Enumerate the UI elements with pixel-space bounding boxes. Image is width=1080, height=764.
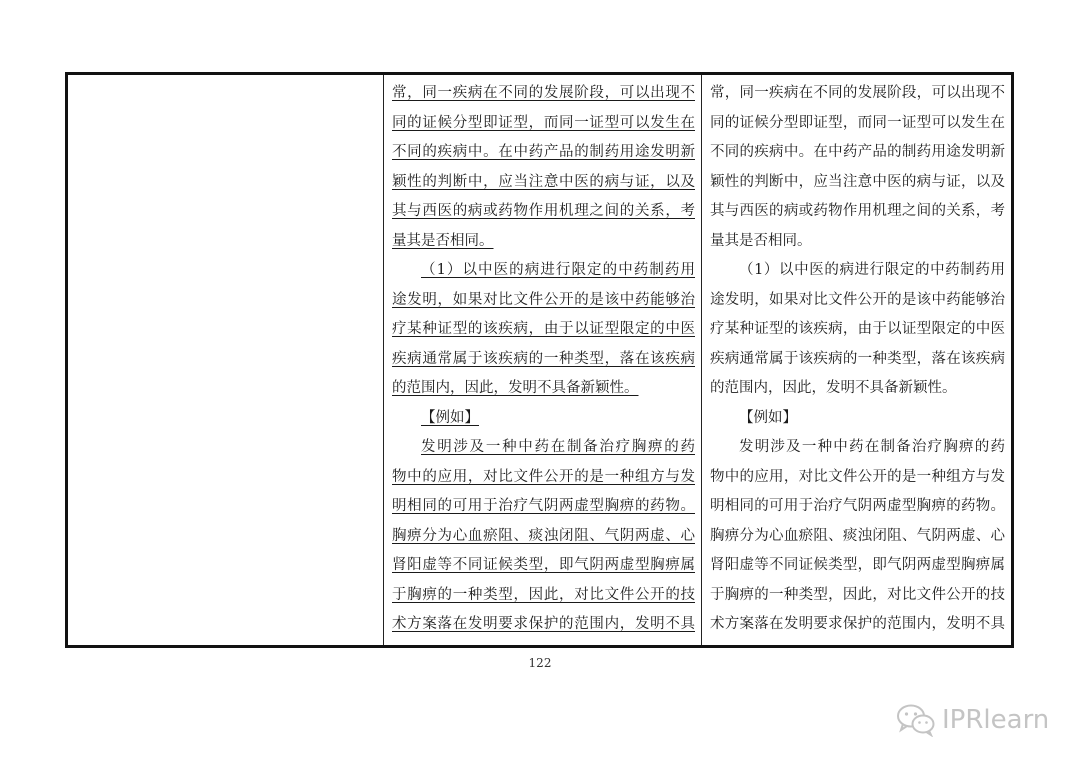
text-line xyxy=(710,345,1005,375)
text-line-content: 量其是否相同。 xyxy=(392,232,494,249)
text-line xyxy=(710,463,1005,493)
text-line-content: 物中的应用，对比文件公开的是一种组方与发 xyxy=(392,468,695,485)
text-line xyxy=(392,581,695,611)
text-line xyxy=(392,551,695,581)
text-line xyxy=(710,315,1005,345)
text-line xyxy=(710,197,1005,227)
text-line-content: 明相同的可用于治疗气阴两虚型胸痹的药物。 xyxy=(392,498,695,514)
text-line xyxy=(392,404,695,434)
text-line-content: 于胸痹的一种类型，因此，对比文件公开的技 xyxy=(392,586,695,603)
text-line-content: 颖性的判断中，应当注意中医的病与证，以及 xyxy=(710,173,1005,190)
watermark xyxy=(896,700,1049,740)
text-line xyxy=(710,492,1005,522)
text-line-content: 疗某种证型的该疾病，由于以证型限定的中医 xyxy=(392,321,695,337)
text-line-content: 胸痹分为心血瘀阻、痰浊闭阻、气阴两虚、心 xyxy=(392,527,695,544)
text-line xyxy=(710,581,1005,611)
text-line-content: 常，同一疾病在不同的发展阶段，可以出现不 xyxy=(710,85,1005,101)
text-line xyxy=(710,374,1005,404)
text-line xyxy=(392,109,695,139)
text-line-content: 【例如】 xyxy=(421,409,479,426)
text-line-content: 术方案落在发明要求保护的范围内，发明不具 xyxy=(710,616,1005,632)
text-line xyxy=(710,433,1005,463)
text-line-content: 同的证候分型即证型，而同一证型可以发生在 xyxy=(710,114,1005,131)
text-line xyxy=(392,610,695,640)
text-line-content: （1）以中医的病进行限定的中药制药用 xyxy=(739,262,1005,278)
original-text-column xyxy=(702,75,1011,645)
text-line xyxy=(392,374,695,404)
text-line-content: （1）以中医的病进行限定的中药制药用 xyxy=(421,262,695,278)
text-line-content: 发明涉及一种中药在制备治疗胸痹的药 xyxy=(421,439,695,455)
page-number: 122 xyxy=(528,656,552,670)
text-line-content: 常，同一疾病在不同的发展阶段，可以出现不 xyxy=(392,85,695,101)
text-line xyxy=(710,286,1005,316)
text-line-content: 同的证候分型即证型，而同一证型可以发生在 xyxy=(392,114,695,131)
text-line xyxy=(710,109,1005,139)
empty-column xyxy=(68,75,384,645)
text-line-content: 胸痹分为心血瘀阻、痰浊闭阻、气阴两虚、心 xyxy=(710,527,1005,544)
text-line xyxy=(392,522,695,552)
text-line xyxy=(710,522,1005,552)
text-line-content: 的范围内，因此，发明不具备新颖性。 xyxy=(710,380,957,396)
text-line xyxy=(392,492,695,522)
text-line-content: 其与西医的病或药物作用机理之间的关系，考 xyxy=(710,203,1005,219)
text-line-content: 术方案落在发明要求保护的范围内，发明不具 xyxy=(392,616,695,632)
text-line xyxy=(710,404,1005,434)
text-line-content: 不同的疾病中。在中药产品的制药用途发明新 xyxy=(392,144,695,160)
text-line xyxy=(392,256,695,286)
text-line-content: 途发明，如果对比文件公开的是该中药能够治 xyxy=(710,291,1005,308)
text-line xyxy=(392,168,695,198)
text-line-content: 的范围内，因此，发明不具备新颖性。 xyxy=(392,380,639,396)
text-line-content: 肾阳虚等不同证候类型，即气阴两虚型胸痹属 xyxy=(710,557,1005,573)
text-line xyxy=(710,79,1005,109)
text-line xyxy=(710,551,1005,581)
text-line xyxy=(710,610,1005,640)
text-line xyxy=(392,227,695,257)
text-line-content: 量其是否相同。 xyxy=(710,232,812,249)
text-line xyxy=(392,433,695,463)
text-line xyxy=(710,138,1005,168)
text-line xyxy=(392,286,695,316)
text-line-content: 疗某种证型的该疾病，由于以证型限定的中医 xyxy=(710,321,1005,337)
text-line-content: 【例如】 xyxy=(739,409,797,426)
wechat-icon xyxy=(896,703,936,737)
text-line xyxy=(392,463,695,493)
text-line xyxy=(710,227,1005,257)
text-line-content: 发明涉及一种中药在制备治疗胸痹的药 xyxy=(739,439,1005,455)
text-line-content: 物中的应用，对比文件公开的是一种组方与发 xyxy=(710,468,1005,485)
text-line-content: 其与西医的病或药物作用机理之间的关系，考 xyxy=(392,203,695,219)
watermark-text: IPRlearn xyxy=(942,705,1050,735)
text-line-content: 明相同的可用于治疗气阴两虚型胸痹的药物。 xyxy=(710,498,1005,514)
text-line xyxy=(392,138,695,168)
text-line-content: 肾阳虚等不同证候类型，即气阴两虚型胸痹属 xyxy=(392,557,695,573)
text-line-content: 疾病通常属于该疾病的一种类型，落在该疾病 xyxy=(392,350,695,367)
text-line xyxy=(710,168,1005,198)
text-line xyxy=(710,256,1005,286)
text-line-content: 途发明，如果对比文件公开的是该中药能够治 xyxy=(392,291,695,308)
text-line-content: 颖性的判断中，应当注意中医的病与证，以及 xyxy=(392,173,695,190)
text-line-content: 于胸痹的一种类型，因此，对比文件公开的技 xyxy=(710,586,1005,603)
comparison-table xyxy=(65,72,1014,648)
amended-text-column xyxy=(384,75,702,645)
text-line-content: 疾病通常属于该疾病的一种类型，落在该疾病 xyxy=(710,350,1005,367)
text-line xyxy=(392,197,695,227)
text-line xyxy=(392,79,695,109)
text-line-content: 不同的疾病中。在中药产品的制药用途发明新 xyxy=(710,144,1005,160)
text-line xyxy=(392,315,695,345)
text-line xyxy=(392,345,695,375)
